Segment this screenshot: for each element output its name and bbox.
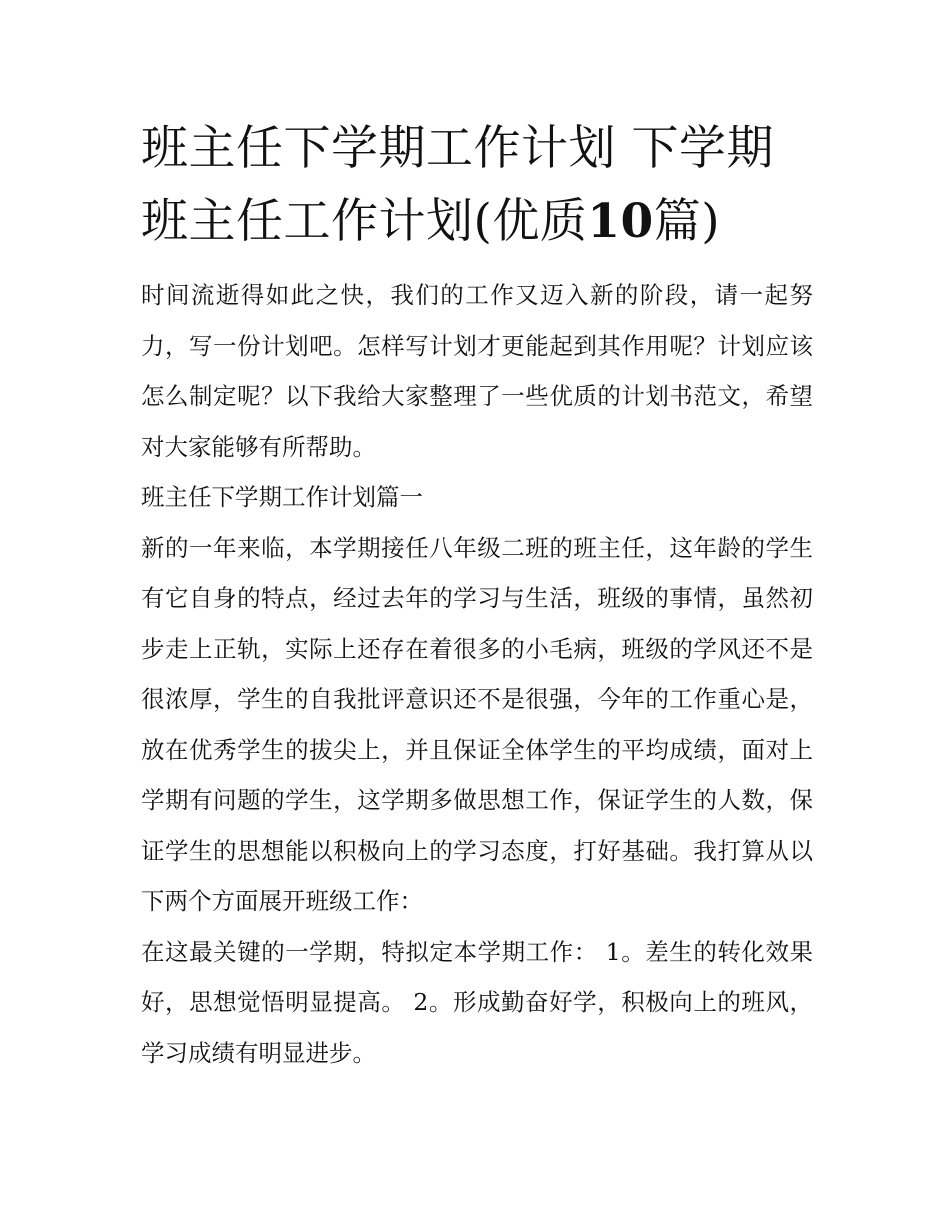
title-text: 班主任下学期工作计划 下学期班主任工作计划(优质 bbox=[141, 121, 774, 249]
body-paragraph-1: 新的一年来临，本学期接任八年级二班的班主任，这年龄的学生有它自身的特点，经过去年的学习与生活，班级的事情，虽然初步走上正轨，实际上还存在着很多的小毛病，班级的学风还不是很浓厚，学生的自我批评意识还不是很强，今年的工作重心是，放在优秀学生的拔尖上，并且保证全体学生的平均成绩，面对上学期有问题的学生，这学期多做思想工作，保证学生的人数，保证学生的思想能以积极向上的学习态度，打好基础。我打算从以下两个方面展开班级工作： bbox=[141, 533, 813, 915]
document-title bbox=[141, 112, 813, 258]
title-number: 10 bbox=[587, 194, 654, 249]
title-suffix: 篇) bbox=[653, 194, 721, 249]
body-paragraph-2: 在这最关键的一学期，特拟定本学期工作： 1。差生的转化效果好，思想觉悟明显提高。 2。形成勤奋好学，积极向上的班风，学习成绩有明显进步。 bbox=[141, 937, 813, 1067]
section-heading: 班主任下学期工作计划篇一 bbox=[141, 483, 423, 511]
document-body bbox=[141, 112, 813, 1078]
intro-paragraph: 时间流逝得如此之快，我们的工作又迈入新的阶段，请一起努力，写一份计划吧。怎样写计划才更能起到其作用呢？计划应该怎么制定呢？以下我给大家整理了一些优质的计划书范文，希望对大家能够有所帮助。 bbox=[141, 281, 813, 461]
